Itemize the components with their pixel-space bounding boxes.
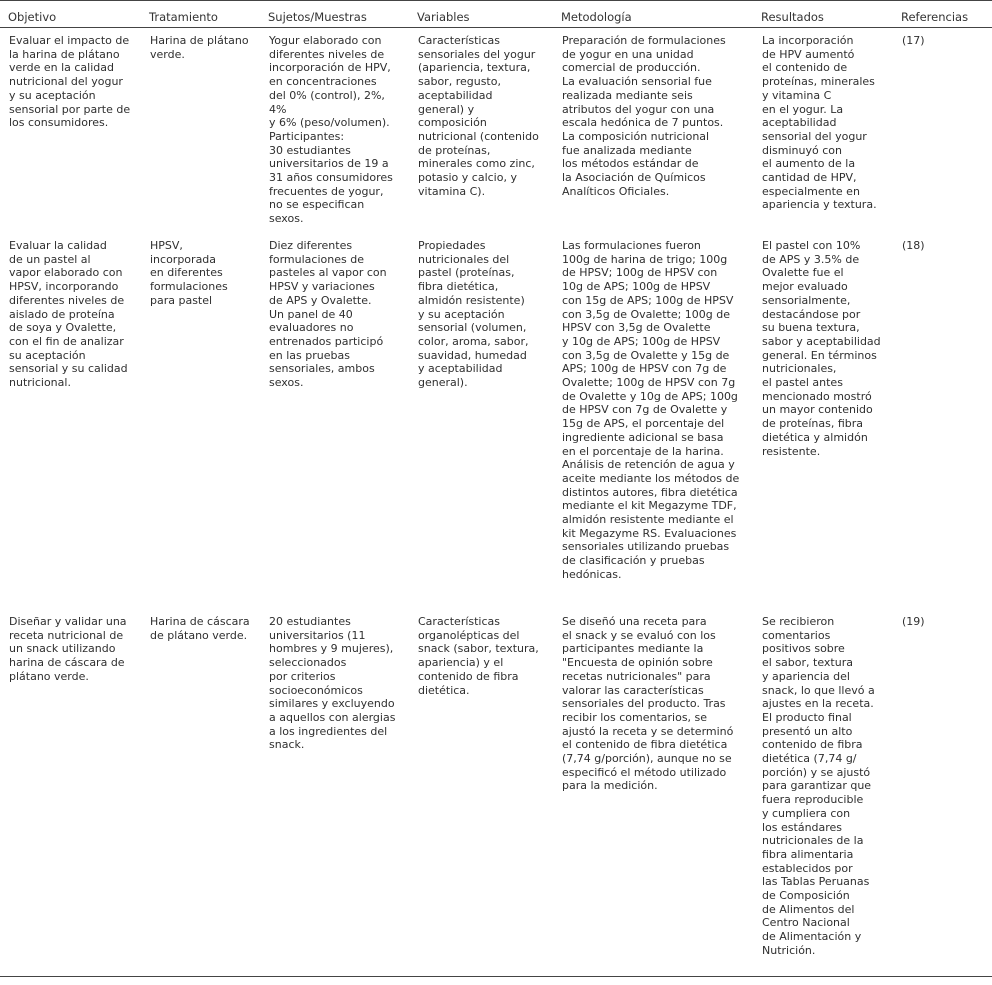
cell-referencia: (19) — [893, 609, 992, 977]
table-row — [0, 609, 992, 977]
cell-variables: Características organolépticas del snack (sabor, textura, apariencia) y el contenido de fibra dietética. — [409, 609, 553, 977]
cell-tratamiento: Harina de plátano verde. — [150, 34, 249, 61]
header-resultados: Resultados — [753, 1, 893, 28]
cell-objetivo: Evaluar el impacto de la harina de plátano verde en la calidad nutricional del yogur y su aceptación sensorial por parte de los consumidores. — [9, 34, 131, 130]
cell-referencia: (18) — [902, 239, 925, 252]
header-objetivo: Objetivo — [0, 1, 141, 28]
header-referencias: Referencias — [893, 1, 992, 28]
cell-objetivo: Diseñar y validar una receta nutricional de un snack utilizando harina de cáscara de plátano verde. — [0, 609, 141, 977]
cell-variables: Características sensoriales del yogur (apariencia, textura, sabor, regusto, aceptabilidad general) y composición nutricional (contenido de proteínas, minerales como zinc, potasio y calcio, y vitamina C). — [418, 34, 539, 198]
header-metodologia: Metodología — [553, 1, 753, 28]
cell-tratamiento: HPSV, incorporada en diferentes formulaciones para pastel — [150, 239, 228, 307]
cell-metodologia: Las formulaciones fueron 100g de harina de trigo; 100g de HPSV; 100g de HPSV con 10g de APS; 100g de HPSV con 15g de APS; 100g de HPSV con 3,5g de Ovalette; 100g de HPSV con 3,5g de Ovalette y 10g de APS; 100g de HPSV con 3,5g de Ovalette y 15g de APS; 100g de HPSV con 7g de Ovalette; 100g de HPSV con 7g de Ovalette y 10g de APS; 100g de HPSV con 7g de Ovalette y 15g de APS, el porcentaje del ingrediente adicional se basa en el porcentaje de la harina. Análisis de retención de agua y aceite mediante los métodos de distintos autores, fibra dietética mediante el kit Megazyme TDF, almidón resistente mediante el kit Megazyme RS. Evaluaciones sensoriales utilizando pruebas de clasificación y pruebas hedónicas. — [562, 239, 740, 581]
cell-resultados: Se recibieron comentarios positivos sobre el sabor, textura y apariencia del snack, lo que llevó a ajustes en la receta. El producto final presentó un alto contenido de fibra dietética (7,74 g/ porción) y se ajustó para garantizar que fuera reproducible y cumpliera con los estándares nutricionales de la fibra alimentaria establecidos por las Tablas Peruanas de Composición de Alimentos del Centro Nacional de Alimentación y Nutrición. — [753, 609, 893, 977]
header-tratamiento: Tratamiento — [141, 1, 260, 28]
table-row — [0, 28, 992, 234]
cell-tratamiento: Harina de cáscara de plátano verde. — [141, 609, 260, 977]
cell-metodologia: Se diseñó una receta para el snack y se evaluó con los participantes mediante la "Encuesta de opinión sobre recetas nutricionales" para valorar las características sensoriales del producto. Tras recibir los comentarios, se ajustó la receta y se determinó el contenido de fibra dietética (7,74 g/porción), aunque no se especificó el método utilizado para la medición. — [553, 609, 753, 977]
cell-resultados: El pastel con 10% de APS y 3.5% de Ovalette fue el mejor evaluado sensorialmente, destacándose por su buena textura, sabor y aceptabilidad general. En términos nutricionales, el pastel antes mencionado mostró un mayor contenido de proteínas, fibra dietética y almidón resistente. — [762, 239, 881, 458]
cell-metodologia: Preparación de formulaciones de yogur en una unidad comercial de producción. La evaluación sensorial fue realizada mediante seis atributos del yogur con una escala hedónica de 7 puntos. La composición nutricional fue analizada mediante los métodos estándar de la Asociación de Químicos Analíticos Oficiales. — [562, 34, 726, 198]
cell-objetivo: Evaluar la calidad de un pastel al vapor elaborado con HPSV, incorporando diferentes niveles de aislado de proteína de soya y Ovalette, con el fin de analizar su aceptación sensorial y su calidad nutricional. — [9, 239, 128, 390]
header-row — [0, 1, 992, 28]
cell-sujetos: 20 estudiantes universitarios (11 hombres y 9 mujeres), seleccionados por criterios socioeconómicos similares y excluyendo a aquellos con alergias a los ingredientes del snack. — [260, 609, 409, 977]
cell-referencia: (17) — [902, 34, 925, 47]
table-row — [0, 233, 992, 609]
cell-variables: Propiedades nutricionales del pastel (proteínas, fibra dietética, almidón resistente) y su aceptación sensorial (volumen, color, aroma, sabor, suavidad, humedad y aceptabilidad general). — [418, 239, 529, 390]
header-sujetos: Sujetos/Muestras — [260, 1, 409, 28]
header-variables: Variables — [409, 1, 553, 28]
cell-sujetos: Diez diferentes formulaciones de pasteles al vapor con HPSV y variaciones de APS y Ovalette. Un panel de 40 evaluadores no entrenados participó en las pruebas sensoriales, ambos sexos. — [269, 239, 387, 390]
cell-resultados: La incorporación de HPV aumentó el contenido de proteínas, minerales y vitamina C en el yogur. La aceptabilidad sensorial del yogur disminuyó con el aumento de la cantidad de HPV, especialmente en apariencia y textura. — [762, 34, 877, 212]
cell-sujetos: Yogur elaborado con diferentes niveles de incorporación de HPV, en concentraciones del 0% (control), 2%, 4% y 6% (peso/volumen). Participantes: 30 estudiantes universitarios de 19 a 31 años consumidores frecuentes de yogur, no se especifican sexos. — [269, 34, 393, 226]
